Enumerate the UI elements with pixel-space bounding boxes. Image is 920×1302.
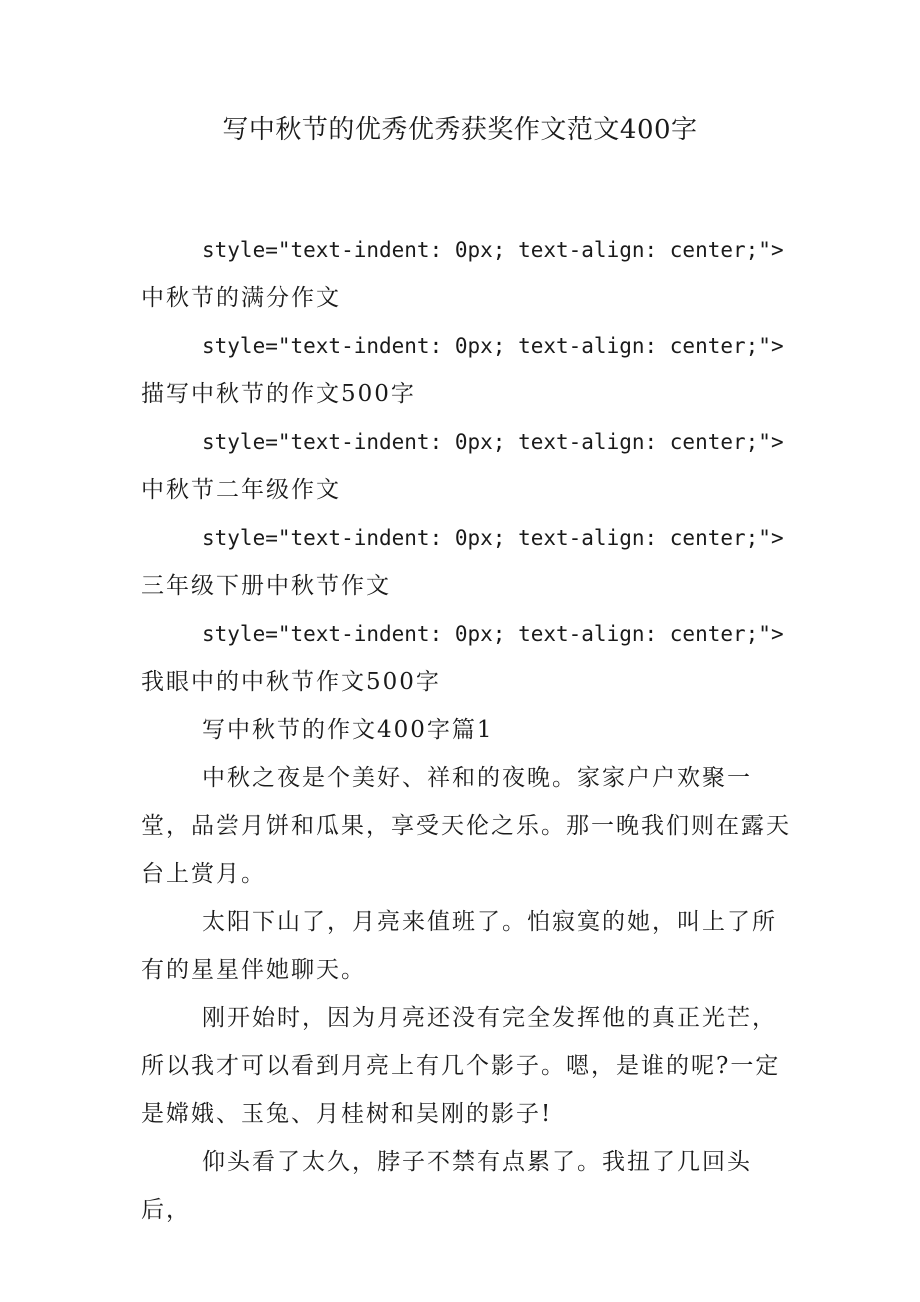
- related-link-title[interactable]: 中秋节二年级作文: [141, 477, 341, 503]
- related-link-block: [141, 610, 801, 706]
- body-paragraph: 仰头看了太久，脖子不禁有点累了。我扭了几回头后，: [141, 1149, 752, 1223]
- related-link-block: [141, 514, 801, 610]
- related-link-code: style="text-indent: 0px; text-align: center;">: [202, 526, 784, 550]
- related-link-block: [141, 226, 801, 322]
- related-link-title[interactable]: 描写中秋节的作文500字: [141, 381, 416, 407]
- body-paragraph: 太阳下山了，月亮来值班了。怕寂寞的她，叫上了所有的星星伴她聊天。: [141, 909, 777, 983]
- body-paragraph: 刚开始时，因为月亮还没有完全发挥他的真正光芒，所以我才可以看到月亮上有几个影子。嗯，是谁的呢?一定是嫦娥、玉兔、月桂树和吴刚的影子!: [141, 1005, 781, 1127]
- related-link-title[interactable]: 我眼中的中秋节作文500字: [141, 669, 441, 695]
- related-link-code: style="text-indent: 0px; text-align: center;">: [202, 622, 784, 646]
- body-paragraph: 中秋之夜是个美好、祥和的夜晚。家家户户欢聚一堂，品尝月饼和瓜果，享受天伦之乐。那一晚我们则在露天台上赏月。: [141, 765, 791, 887]
- related-link-code: style="text-indent: 0px; text-align: center;">: [202, 334, 784, 358]
- document-title: 写中秋节的优秀优秀获奖作文范文400字: [222, 115, 698, 145]
- related-link-code: style="text-indent: 0px; text-align: center;">: [202, 430, 784, 454]
- related-link-block: [141, 322, 801, 418]
- related-link-title[interactable]: 三年级下册中秋节作文: [141, 573, 391, 599]
- related-link-block: [141, 418, 801, 514]
- related-link-title[interactable]: 中秋节的满分作文: [141, 285, 341, 311]
- related-link-code: style="text-indent: 0px; text-align: center;">: [202, 238, 784, 262]
- document-body: [141, 226, 801, 1234]
- section-heading: 写中秋节的作文400字篇1: [202, 717, 494, 743]
